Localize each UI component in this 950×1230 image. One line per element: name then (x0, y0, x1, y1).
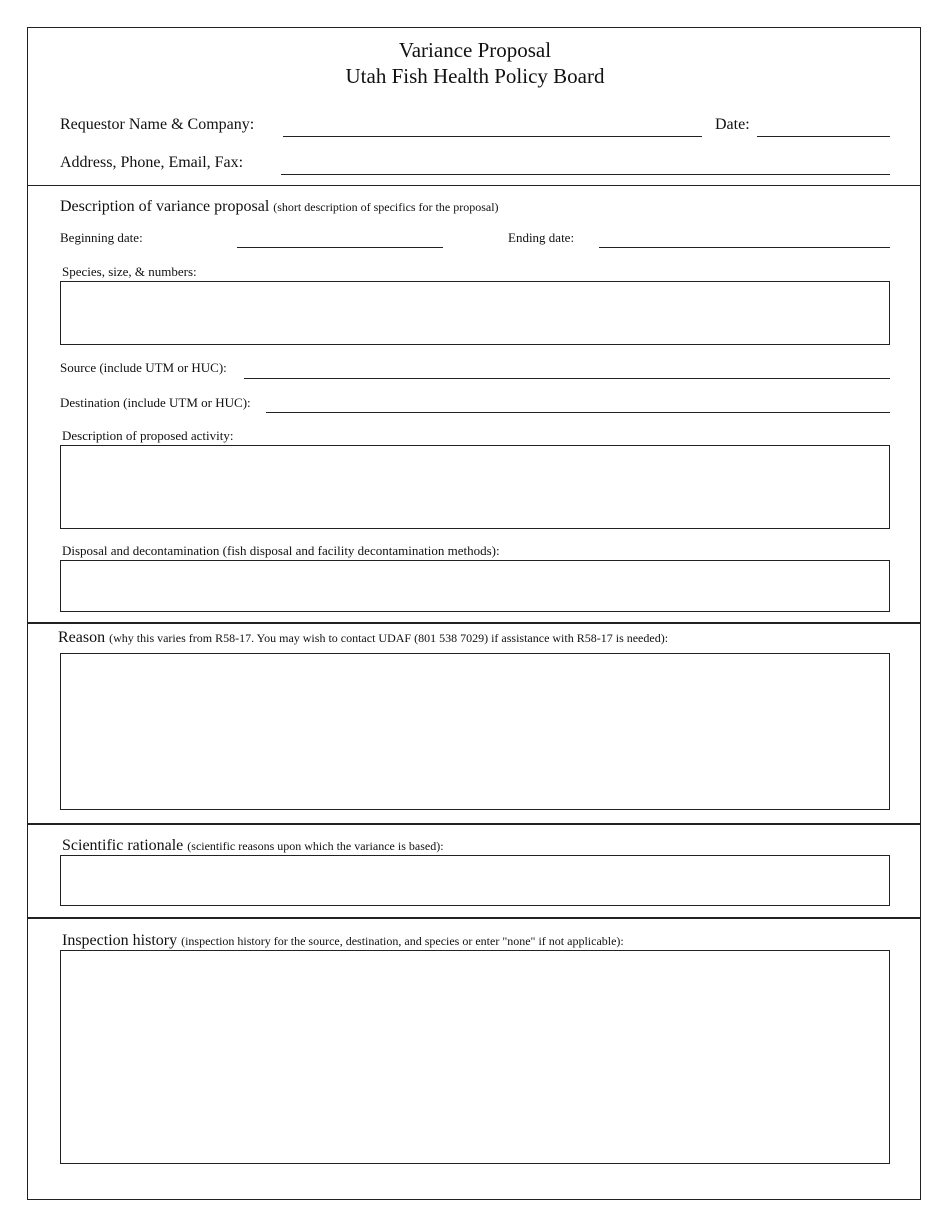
species-textarea[interactable] (60, 281, 890, 345)
scientific-textarea[interactable] (60, 855, 890, 906)
inspection-hint: (inspection history for the source, destination, and species or enter "none" if not applicable): (181, 934, 624, 948)
requestor-name-label: Requestor Name & Company: (60, 116, 255, 133)
destination-label: Destination (include UTM or HUC): (60, 395, 251, 410)
section-divider (27, 185, 921, 186)
ending-date-field[interactable] (599, 230, 890, 248)
source-field[interactable] (244, 361, 890, 379)
reason-heading: Reason (58, 629, 106, 646)
description-hint: (short description of specifics for the proposal) (273, 200, 499, 214)
section-divider (27, 823, 921, 825)
beginning-date-label: Beginning date: (60, 230, 143, 245)
requestor-name-field[interactable] (283, 119, 702, 137)
date-field[interactable] (757, 119, 890, 137)
disposal-label: Disposal and decontamination (fish disposal and facility decontamination methods): (62, 543, 500, 558)
description-heading-row (60, 198, 499, 216)
inspection-heading-row (62, 932, 624, 950)
form-subtitle: Utah Fish Health Policy Board (345, 64, 605, 88)
form-title: Variance Proposal (398, 38, 552, 62)
section-divider (27, 917, 921, 919)
scientific-heading: Scientific rationale (62, 837, 184, 854)
reason-hint: (why this varies from R58-17. You may wish to contact UDAF (801 538 7029) if assistance with R58-17 is needed): (109, 631, 669, 645)
species-label: Species, size, & numbers: (62, 264, 197, 279)
destination-field[interactable] (266, 395, 890, 413)
disposal-textarea[interactable] (60, 560, 890, 612)
activity-textarea[interactable] (60, 445, 890, 529)
ending-date-label: Ending date: (508, 230, 575, 245)
reason-heading-row (58, 629, 668, 647)
inspection-heading: Inspection history (62, 932, 178, 949)
inspection-textarea[interactable] (60, 950, 890, 1164)
scientific-hint: (scientific reasons upon which the variance is based): (187, 839, 444, 853)
description-heading: Description of variance proposal (60, 198, 270, 215)
date-label: Date: (715, 116, 750, 133)
reason-textarea[interactable] (60, 653, 890, 810)
scientific-heading-row (62, 837, 444, 855)
source-label: Source (include UTM or HUC): (60, 360, 227, 375)
contact-label: Address, Phone, Email, Fax: (60, 154, 244, 171)
beginning-date-field[interactable] (237, 230, 443, 248)
activity-label: Description of proposed activity: (62, 428, 234, 443)
contact-field[interactable] (281, 157, 890, 175)
section-divider (27, 622, 921, 624)
